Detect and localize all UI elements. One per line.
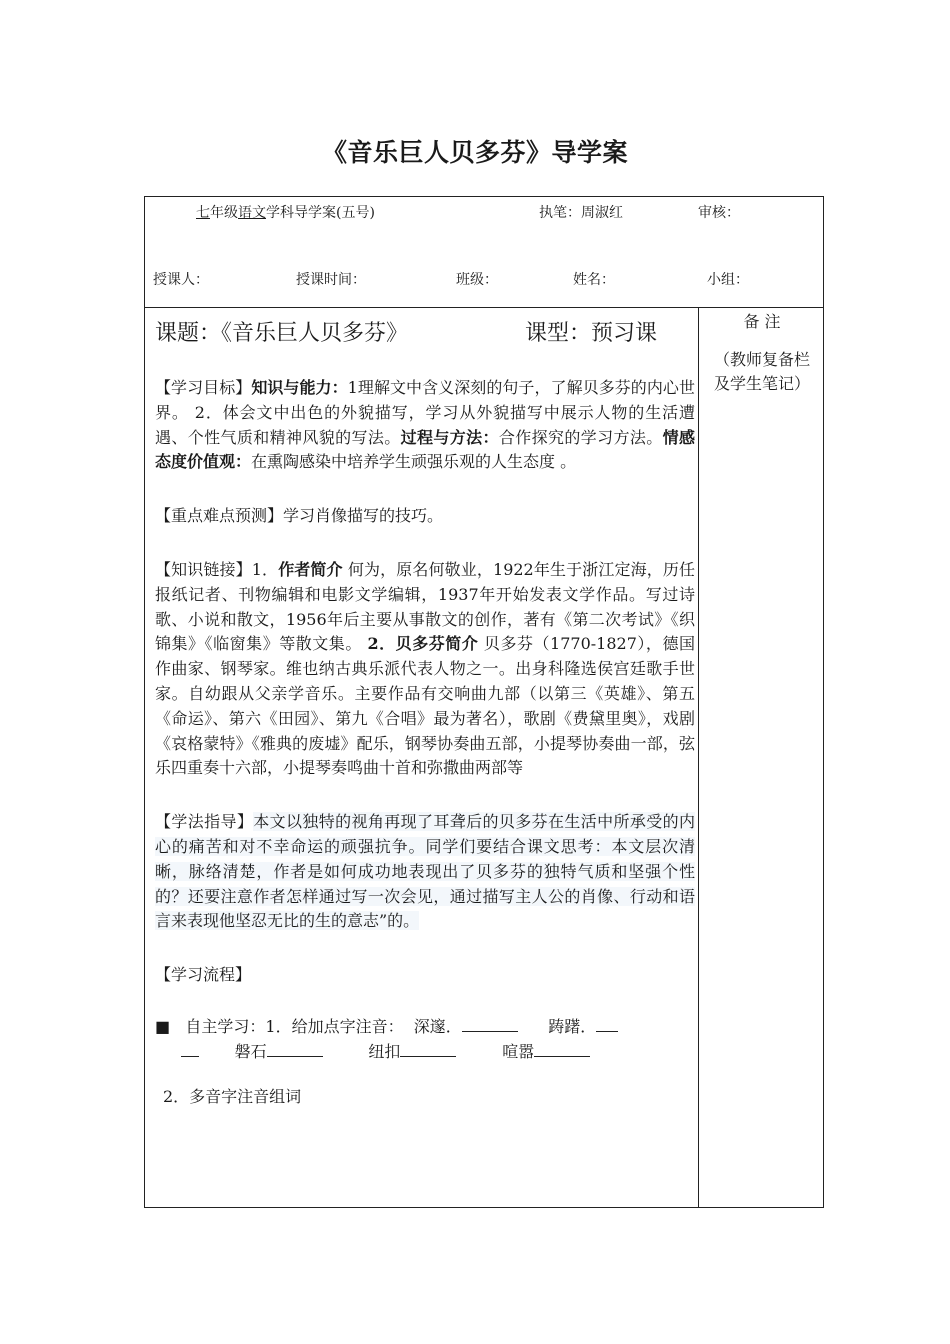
pinyin-exercise — [155, 1015, 695, 1065]
method-section — [155, 810, 695, 934]
subject-text: 语文 — [238, 205, 266, 221]
beethoven-intro-text: 贝多芬（1770-1827），德国作曲家、钢琴家。维也纳古典乐派代表人物之一。出身科隆选侯宫廷歌手世家。自幼跟从父亲学音乐。主要作品有交响曲九部（以第三《英雄》、第五《命运》、第六《田园》、第九《合唱》最为著名），歌剧《费黛里奥》，戏剧《哀格蒙特》《雅典的废墟》配乐，钢琴协奏曲五部，小提琴协奏曲一部，弦乐四重奏十六部，小提琴奏鸣曲十首和弥撒曲两部等 — [155, 634, 695, 778]
answer-blank[interactable] — [181, 1040, 199, 1057]
answer-blank[interactable] — [462, 1015, 518, 1032]
author-intro-label: 作者简介 — [278, 559, 343, 579]
notes-column — [699, 310, 825, 396]
topic-line — [155, 319, 695, 349]
class-field: 班级： — [456, 272, 498, 288]
grade-text: 七 — [196, 205, 210, 221]
header-divider — [145, 307, 823, 308]
notes-subtitle: （教师复备栏及学生笔记） — [713, 350, 810, 393]
method-text: 本文以独特的视角再现了耳聋后的贝多芬在生活中所承受的内心的痛苦和对不幸命运的顽强抗争。同学们要结合课文思考：本文层次清晰，脉络清楚，作者是如何成功地表现出了贝多芬的独特气质和坚强个性的？还要注意作者怎样通过写一次会见，通过描写主人公的肖像、行动和语言来表现他坚忍无比的生的意志”的。 — [155, 812, 695, 931]
main-column — [155, 317, 695, 1109]
knowledge-text: 1理解文中含义深刻的句子，了解贝多芬的内心世界。 2．体会文中出色的外貌描写，学习从外貌描写中展示人物的生活遭遇、个性气质和精神风貌的写法。 — [155, 378, 695, 447]
doc-type-text: 学科导学案(五号) — [266, 205, 375, 221]
reviewer-field: 审核： — [698, 205, 740, 221]
notes-title: 备 注 — [743, 312, 781, 331]
key-tag: 【重点难点预测】 — [155, 506, 284, 526]
lesson-table — [144, 196, 824, 1208]
grade-suffix: 年级 — [210, 205, 238, 221]
answer-blank[interactable] — [267, 1040, 323, 1057]
column-divider — [698, 308, 699, 1207]
flow-heading: 【学习流程】 — [155, 965, 252, 985]
answer-blank[interactable] — [400, 1040, 456, 1057]
word-5: 喧嚣 — [502, 1041, 535, 1061]
method-tag: 【学法指导】 — [155, 812, 254, 832]
process-text: 合作探究的学习方法。 — [498, 427, 663, 447]
link-section — [155, 558, 695, 781]
bullet-square-icon: ■ — [155, 1016, 171, 1036]
beethoven-intro-label: 2．贝多芬简介 — [367, 634, 479, 654]
group-field: 小组： — [707, 272, 749, 288]
link-num-1: 1． — [251, 559, 279, 579]
process-label: 过程与方法： — [400, 427, 499, 447]
goals-section — [155, 376, 695, 475]
name-field: 姓名： — [573, 272, 615, 288]
time-field: 授课时间： — [296, 272, 366, 288]
exercise-prompt: 自主学习：1．给加点字注音： — [185, 1016, 404, 1036]
knowledge-label: 知识与能力： — [251, 378, 348, 397]
goals-tag: 【学习目标】 — [155, 378, 252, 397]
emotion-text: 在熏陶感染中培养学生顽强乐观的人生态度 。 — [251, 452, 577, 472]
word-3: 磐石 — [234, 1041, 267, 1061]
link-tag: 【知识链接】 — [155, 559, 252, 579]
word-1: 深邃． — [413, 1016, 462, 1036]
answer-blank[interactable] — [534, 1040, 590, 1057]
polyphone-item: 2．多音字注音组词 — [163, 1086, 302, 1106]
page-title: 《音乐巨人贝多芬》导学案 — [321, 138, 628, 167]
topic-title: 课题：《音乐巨人贝多芬》 — [155, 321, 409, 346]
word-2: 踌躇． — [548, 1016, 597, 1036]
lesson-type: 课型：预习课 — [525, 321, 658, 346]
word-4: 纽扣 — [368, 1041, 401, 1061]
author-intro-text: 何为，原名何敬业，1922年生于浙江定海，历任报纸记者、刊物编辑和电影文学编辑，1937年开始发表文学作品。写过诗歌、小说和散文，1956年后主要从事散文的创作，著有《第二次考试》《织锦集》《临窗集》等散文集。 — [155, 559, 695, 654]
header-subject-line — [196, 202, 375, 222]
key-section — [155, 504, 695, 529]
key-text: 学习肖像描写的技巧。 — [283, 506, 444, 526]
author-field: 执笔：周淑红 — [539, 205, 623, 221]
answer-blank[interactable] — [596, 1015, 618, 1032]
teacher-field: 授课人： — [153, 272, 209, 288]
emotion-label: 情感态度价值观： — [155, 427, 695, 472]
